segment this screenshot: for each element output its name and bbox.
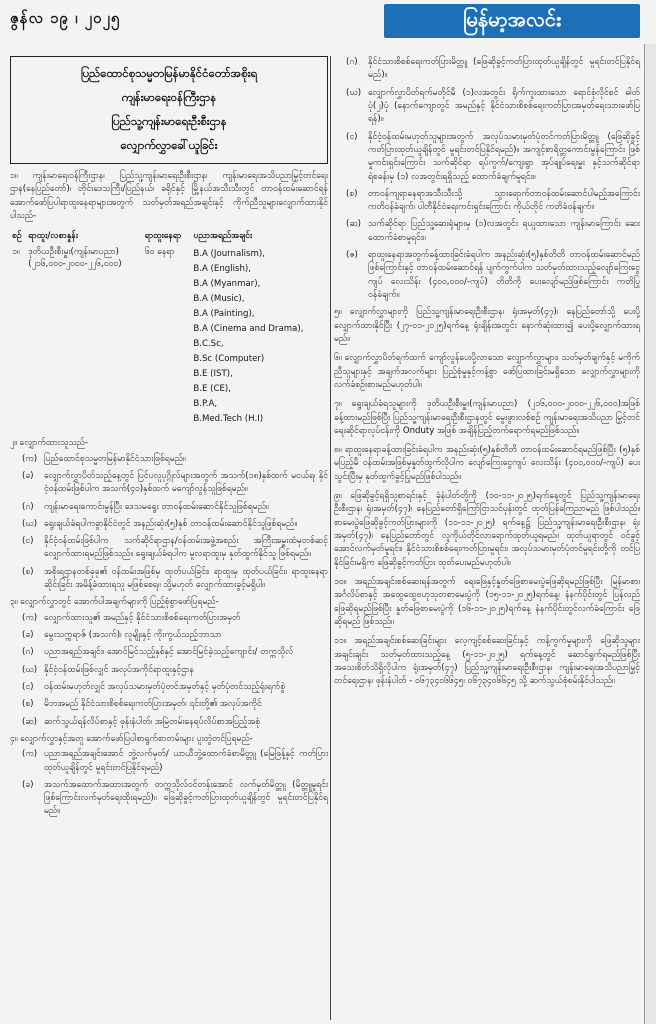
list-item: (ဆ) သက်ဆိုင်ရာ ပြည်သူ့ဆေးရုံများမှ (၁)လအတွင်း ရယူထားသော ကျန်းမာကြောင်း ဆေးထောက်ခံစာမူရင်း။	[346, 219, 640, 243]
list-item: (င) နိုင်ငံ့ဝန်ထမ်းဖြစ်ပါက သက်ဆိုင်ရာဌာန/ဝန်ထမ်းအဖွဲ့အစည်း အကြီးအမှူးထံမှတစ်ဆင့် လျှောက်ထားရမည်ဖြစ်သည်။ ရွေးချယ်ခံရပါက မူလရာထူးမှ နုတ်ထွက်နိုင်သူ ဖြစ်ရမည်။	[22, 536, 328, 560]
list-item: (က) လျှောက်ထားသူ၏ အမည်နှင့် နိုင်ငံသားစိစစ်ရေးကတ်ပြားအမှတ်	[22, 612, 241, 623]
section-3-list	[10, 612, 328, 729]
table-header-cell: ရာထူးနေရာ	[144, 231, 182, 242]
paragraph-5: ၅။ လျှောက်လွှာများကို ပြည်သူ့ကျန်းမာရေးဦးစီးဌာန၊ ရုံးအမှတ်(၄၇)၊ နေပြည်တော်သို့ ပေးပို့လျှောက်ထားနိုင်ပြီး (၂၇-၀၁-၂၀၂၅)ရက်နေ့ ရုံးချိန်းအတွင်း နောက်ဆုံးထား၍ ပေးပို့လျှောက်ထားရမည်။	[334, 307, 640, 344]
title-line: ပြည်သူ့ကျန်းမာရေးဦးစီးဌာန	[111, 114, 227, 128]
position-title: ဒုတိယဦးစီးမှူး(ကျန်းမာပညာ)	[28, 247, 119, 258]
list-item: (ဂ) နိုင်ငံသားစိစစ်ရေးကတ်ပြားမိတ္တူ (ဖြေဆိုခွင့်ကတ်ပြားထုတ်ယူချိန်တွင် မူရင်းတင်ပြနိုင်ရမည်)။	[346, 57, 640, 81]
list-item: (စ) တာဝန်ကျရာနေရာအသီးသီးသို့ သွားရောက်တာဝန်ထမ်းဆောင်ပါမည့်အကြောင်း ကတိဝန်ခံချက်၊ ပါတီနိုင်ငံရေးကင်းရှင်းကြောင်း ကိုယ်တိုင် ကတိခံဝန်ချက်။	[346, 188, 640, 213]
paragraph-11: ၁၁။ အရည်အချင်းစစ်ဆေးခြင်းများ လေ့ကျင့်စစ်ဆေးခြင်းနှင့် ကန့်ကွက်မှုများကို ဖြေဆိုသူများ အချင်းချင်း သတ်မှတ်ထားသည့်နေ့ (၅-၁၁-၂၀၂၅) ရက်နေ့တွင် ဆောင်ရွက်ရမည်ဖြစ်ပြီး အသေးစိတ်သိရှိလိုပါက ရုံးအမှတ်(၄၇) ပြည်သူ့ကျန်းမာရေးဦးစီးဌာန၊ ကျန်းမာရေးအသိပညာမြှင့်တင်ရေးဌာန၊ ဖုန်းနံပါတ် - ၀၆၇၃၄၀၆၆၄၅၊ ၀၆၇၃၄၀၆၆၄၅ သို့ ဆက်သွယ်စုံစမ်းနိုင်ပါသည်။	[334, 636, 640, 687]
degree-item: B.A (Journalism),	[193, 249, 265, 260]
adjacent-page-strip	[644, 44, 656, 1024]
list-item: (ခ) မွေးသက္ကရာဇ် (အသက်)၊ လူမျိုးနှင့် ကိုးကွယ်သည့်ဘာသာ	[22, 630, 222, 640]
title-line: ပြည်ထောင်စုသမ္မတမြန်မာနိုင်ငံတော်အစိုးရ	[80, 66, 258, 80]
list-item: (ဃ) လျှောက်လွှာပိတ်ရက်မတိုင်မီ (၁)လအတွင်း ရိုက်ကူးထားသော ရောင်စုံလိုင်စင် ဓါတ်ပုံ(၂)ပုံ (နောက်ကျောတွင် အမည်နှင့် နိုင်ငံသားစိစစ်ရေးကတ်ပြားအမှတ်ရေးသားဖော်ပြရန်)။	[346, 87, 640, 125]
degree-item: B.Med.Tech (H.I)	[193, 414, 264, 425]
degree-item: B.A (English),	[193, 264, 252, 275]
list-item: (ဂ) ပညာအရည်အချင်း၊ အောင်မြင်သည့်နှစ်နှင့် အောင်မြင်ခဲ့သည့်ကျောင်း/ တက္ကသိုလ်	[22, 647, 294, 658]
newspaper-brand: မြန်မာ့အလင်း	[384, 4, 640, 38]
list-item: (ဃ) နိုင်ငံ့ဝန်ထမ်းဖြစ်လျှင် အလုပ်အကိုင်ရာထူးနှင့်ဌာန	[22, 664, 194, 675]
list-item: (စ) မိဘအမည် နိုင်ငံသားစိစစ်ရေးကတ်ပြားအမှတ်၊ ၎င်းတို့၏ အလုပ်အကိုင်	[22, 699, 262, 710]
salary-scale: (၂၁၆,၀၀၀-၂၀၀၀-၂၂၆,၀၀၀)	[28, 259, 122, 270]
left-column	[10, 56, 328, 1020]
degree-item: B.P.A,	[193, 399, 218, 410]
position-cell	[26, 245, 142, 429]
notice-page	[10, 56, 640, 1020]
list-item: (ဇ) ရာထူးနေရာအတွက်ခန့်ထားခြင်းခံရပါက အနည်းဆုံး(၅)နှစ်တိတိ တာဝန်ထမ်းဆောင်မည်ဖြစ်ကြောင်းနှင့် တာဝန်ထမ်းဆောင်ရန် ပျက်ကွက်ပါက သတ်မှတ်ထားသည့်လျော်ကြေးငွေ ကျပ် လေးသိန်း (၄၀၀,၀၀၀/-ကျပ်) တိတိကို ပေးလျော်မည်ဖြစ်ကြောင်း ကတိပြုဝန်ခံချက်။	[346, 250, 640, 300]
list-item: (က) ပြည်ထောင်စုသမ္မတမြန်မာနိုင်ငံသားဖြစ်ရမည်။	[22, 453, 186, 464]
section-2-title: ၂။ လျှောက်ထားသူသည်-	[10, 438, 88, 449]
paragraph-7: ၇။ ရွေးချယ်ခံရသူများကို ဒုတိယဦးစီးမှူး(ကျန်းမာပညာ) (၂၁၆,၀၀၀-၂၀၀၀-၂၂၆,၀၀၀)အဖြစ် ခန့်ထားမည်ဖြစ်ပြီး ပြည်သူ့ကျန်းမာရေးဦးစီးဌာနတွင် မွေးဖွားလစ်စဉ် ကျန်းမာရေးအသိပညာ မြှင့်တင်ရေးဆိုင်ရာလုပ်ငန်းကို Onduty အဖြစ် အချိန်ပြည့်တက်ရောက်ရမည်ဖြစ်သည်။	[334, 399, 640, 436]
right-column	[334, 56, 640, 1020]
positions-table	[10, 229, 328, 429]
degree-list	[191, 245, 328, 429]
row-number: ၁။	[12, 247, 20, 258]
list-item: (င) နိုင်ငံ့ဝန်ထမ်းမဟုတ်သူများအတွက် အလုပ်သမားမှတ်ပုံတင်ကတ်ပြားမိတ္တူ (ဖြေဆိုခွင့်ကတ်ပြားထုတ်ယူချိန်တွင် မူရင်းတင်ပြနိုင်ရမည်)။ အကျင့်စာရိတ္တကောင်းမွန်ကြောင်း ဖြစ်မှုကင်းရှင်းကြောင်း သက်ဆိုင်ရာ ရပ်ကွက်/ကျေးရွာ အုပ်ချုပ်ရေးမှူး နှင့်သက်ဆိုင်ရာရဲစခန်းမှ (၁) လအတွင်းရရှိသည့် ထောက်ခံချက်မူရင်း။	[346, 131, 640, 182]
section-4-list	[10, 748, 328, 819]
degree-item: B.C.Sc,	[193, 339, 224, 350]
section-4-continued-list	[334, 56, 640, 302]
section-3-title: ၃။ လျှောက်လွှာတွင် အောက်ပါအချက်များကို ပြည့်စုံစွာဖော်ပြရမည်-	[10, 597, 219, 608]
table-header-cell: ရာထူး/လစာနှုန်း	[28, 231, 78, 242]
degree-item: B.A (Myanmar),	[193, 279, 261, 290]
degree-item: B.A (Music),	[193, 294, 245, 305]
list-item: (ဂ) ကျန်းမာရေးကောင်းမွန်ပြီး ဒေသမရွေး တာဝန်ထမ်းဆောင်နိုင်သူဖြစ်ရမည်။	[22, 501, 269, 512]
newspaper-header	[0, 0, 656, 44]
column-divider	[330, 56, 331, 1020]
list-item: (ခ) အသက်အထောက်အထားအတွက် တက္ကသိုလ်ဝင်တန်းအောင် လက်မှတ်မိတ္တူ (မိတ္တူမူရင်းဖြစ်ကြောင်းလက်မှတ်ရေးထိုးရမည်)။ ဖြေဆိုခွင့်ကတ်ပြားထုတ်ယူချိန်တွင် မူရင်းတင်ပြနိုင်ရမည်။	[22, 779, 328, 817]
section-2-list	[10, 453, 328, 593]
list-item: (င) ဝန်ထမ်းမဟုတ်လျှင် အလုပ်သမားမှတ်ပုံတင်အမှတ်နှင့် မှတ်ပုံတင်သည့်ရုံးရက်စွဲ	[22, 681, 286, 692]
title-line: လျှောက်လွှာခေါ်ယူခြင်း	[120, 138, 218, 152]
table-header-row	[10, 229, 328, 245]
degree-item: B.E (CE),	[193, 384, 231, 395]
degree-item: B.E (IST),	[193, 369, 233, 380]
list-item: (ခ) လျှောက်လွှာပိတ်သည့်နေ့တွင် ပြင်ပလူပုဂ္ဂိုလ်များအတွက် အသက်(၁၈)နှစ်ထက် မငယ်ရ၊ နိုင်ငံ့ဝန်ထမ်းဖြစ်ပါက အသက်(၄၀)နှစ်ထက် မကျော်လွန်သူဖြစ်ရမည်။	[22, 470, 328, 495]
degree-item: B.A (Painting),	[193, 309, 255, 320]
list-item: (ဆ) ဆက်သွယ်ရန်လိပ်စာနှင့် ဖုန်းနံပါတ်၊ အမြဲတမ်းနေရပ်လိပ်စာအပြည့်အစုံ	[22, 716, 261, 727]
list-item: (က) ပညာအရည်အချင်းအောင် ဘွဲ့လက်မှတ်/ ယာယီဘွဲ့ထောက်ခံစာမိတ္တူ (မြေဖြန့်နှင့် ကတ်ပြားထုတ်ယူချိန်တွင် မူရင်းတင်ပြနိုင်ရမည်)	[22, 749, 328, 773]
table-header-cell: ပညာအရည်အချင်း	[193, 231, 253, 242]
paragraph-6: ၆။ လျှောက်လွှာပိတ်ရက်ထက် ကျော်လွန်ပေးပို့လာသော လျှောက်လွှာများ၊ သတ်မှတ်ချက်နှင့် မကိုက်ညီသူများနှင့် အချက်အလက်များ ပြည့်စုံမှုနှင့်ကန့်စွာ ဖော်ပြထားခြင်းမရှိသော လျှောက်လွှာများကို လက်ခံစဉ်းစားမည်မဟုတ်ပါ။	[334, 353, 640, 390]
table-row	[10, 245, 328, 429]
intro-paragraph: ၁။ ကျန်းမာရေးဝန်ကြီးဌာန၊ ပြည်သူ့ကျန်းမာရေးဦးစီးဌာန၊ ကျန်းမာရေးအသိပညာမြှင့်တင်ရေးဌာန(နေပြည်တော်)၊ တိုင်းဒေသကြီး/ပြည်နယ်၊ ခရိုင်နှင့် မြို့နယ်အသီးသီးတွင် တာဝန်ထမ်းဆောင်ရန် အောက်ဖော်ပြပါရာထူးနေရာများအတွက် သတ်မှတ်အရည်အချင်းနှင့် ကိုက်ညီသူများလျှောက်ထားနိုင်ပါသည်-	[10, 171, 328, 221]
paragraph-9: ၉။ ဖြေဆိုခွင့်ရရှိသူစာရင်းနှင့် ခုံနံပါတ်တို့ကို (၁၀-၁၁-၂၀၂၅)ရက်နေ့တွင် ပြည်သူ့ကျန်းမာရေးဦးစီးဌာန၊ ရုံးအမှတ်(၄၇)၊ နေပြည်တော်ရှိကြော်ငြာသင်ပုန်းတွင် ထုတ်ပြန်ကြေညာမည် ဖြစ်ပါသည်။ စာမေးပွဲဖြေဆိုခွင့်ကတ်ပြားများကို (၁၁-၁၁-၂၀၂၅) ရက်နေ့၌ ပြည်သူ့ကျန်းမာရေးဦးစီးဌာန၊ ရုံးအမှတ်(၄၇)၊ နေပြည်တော်တွင် လူကိုယ်တိုင်လာရောက်ထုတ်ယူရမည်။ ထုတ်ယူရာတွင် ဝင်ခွင့် အောင်လက်မှတ်မူရင်း၊ နိုင်ငံသားစိစစ်ရေးကတ်ပြားမူရင်း၊ အလုပ်သမားမှတ်ပုံတင်မူရင်းတို့ကို တင်ပြနိုင်ခြင်းမရှိက ဖြေဆိုခွင့်ကတ်ပြား ထုတ်ပေးမည်မဟုတ်ပါ။	[334, 491, 640, 568]
title-line: ကျန်းမာရေးဝန်ကြီးဌာန	[121, 90, 217, 104]
paragraph-10: ၁၀။ အရည်အချင်းစစ်ဆေးရန်အတွက် ရေးဖြေနှင့်နှုတ်ဖြေစာမေးပွဲဖြေဆိုရမည်ဖြစ်ပြီး မြန်မာစာ၊ အင်္ဂလိပ်စာနှင့် အထွေထွေဗဟုသုတစာမေးပွဲကို (၁၅-၁၁-၂၀၂၅)ရက်နေ့၊ နံနက်ပိုင်းတွင် ပြန်လည်ဖြေဆိုရမည်ဖြစ်ပြီး နှုတ်ဖြေစာမေးပွဲကို (၁၆-၁၁-၂၀၂၅)ရက်နေ့ နံနက်ပိုင်းတွင်လက်ခံကြောင်း ဖြေဆိုရမည် ဖြစ်သည်။	[334, 576, 640, 627]
issue-date: ဇွန်လ ၁၉ ၊ ၂၀၂၅	[10, 9, 121, 27]
table-header-cell: စဉ်	[12, 231, 22, 242]
degree-item: B.Sc (Computer)	[193, 354, 265, 365]
section-4-title: ၄။ လျှောက်လွှာနှင့်အတူ အောက်ဖော်ပြပါစာရွက်စာတမ်းများ ပူးတွဲတင်ပြရမည်-	[10, 733, 253, 744]
paragraph-8: ၈။ ရာထူးနေရာခန့်ထားခြင်းခံရပါက အနည်းဆုံး(၅)နှစ်တိတိ တာဝန်ထမ်းဆောင်ရမည်ဖြစ်ပြီး (၅)နှစ်မပြည့်မီ ဝန်ထမ်းအဖြစ်မှနှုတ်ထွက်လိုပါက လျော်ကြေးငွေကျပ် လေးသိန်း (၄၀၀,၀၀၀/-ကျပ်) ပေးသွင်းပြီးမှ နုတ်ထွက်ခွင့်ပြုမည်ဖြစ်ပါသည်။	[334, 445, 640, 482]
list-item: (စ) အစိုးရဌာနတစ်ခုခု၏ ဝန်ထမ်းအဖြစ်မှ ထုတ်ပယ်ခြင်း၊ ရာထူးမှ ထုတ်ပယ်ခြင်း၊ ရာထူးနေရာ ဆိုင်းခြင်း အမိန့်ခံထားရသူ မဖြစ်စေရ။ သို့မဟုတ် လျှောက်ထားခွင့်မရှိပါ။	[22, 566, 328, 591]
vacancy-count: ၆၀ နေရာ	[144, 247, 175, 258]
notice-title	[10, 56, 328, 164]
list-item: (ဃ) ရွေးချယ်ခံရပါကခွာနိုင်ငံတွင် အနည်းဆုံး(၅)နှစ် တာဝန်ထမ်းဆောင်နိုင်သူဖြစ်ရမည်။	[22, 518, 298, 529]
degree-item: B.A (Cinema and Drama),	[193, 324, 304, 335]
